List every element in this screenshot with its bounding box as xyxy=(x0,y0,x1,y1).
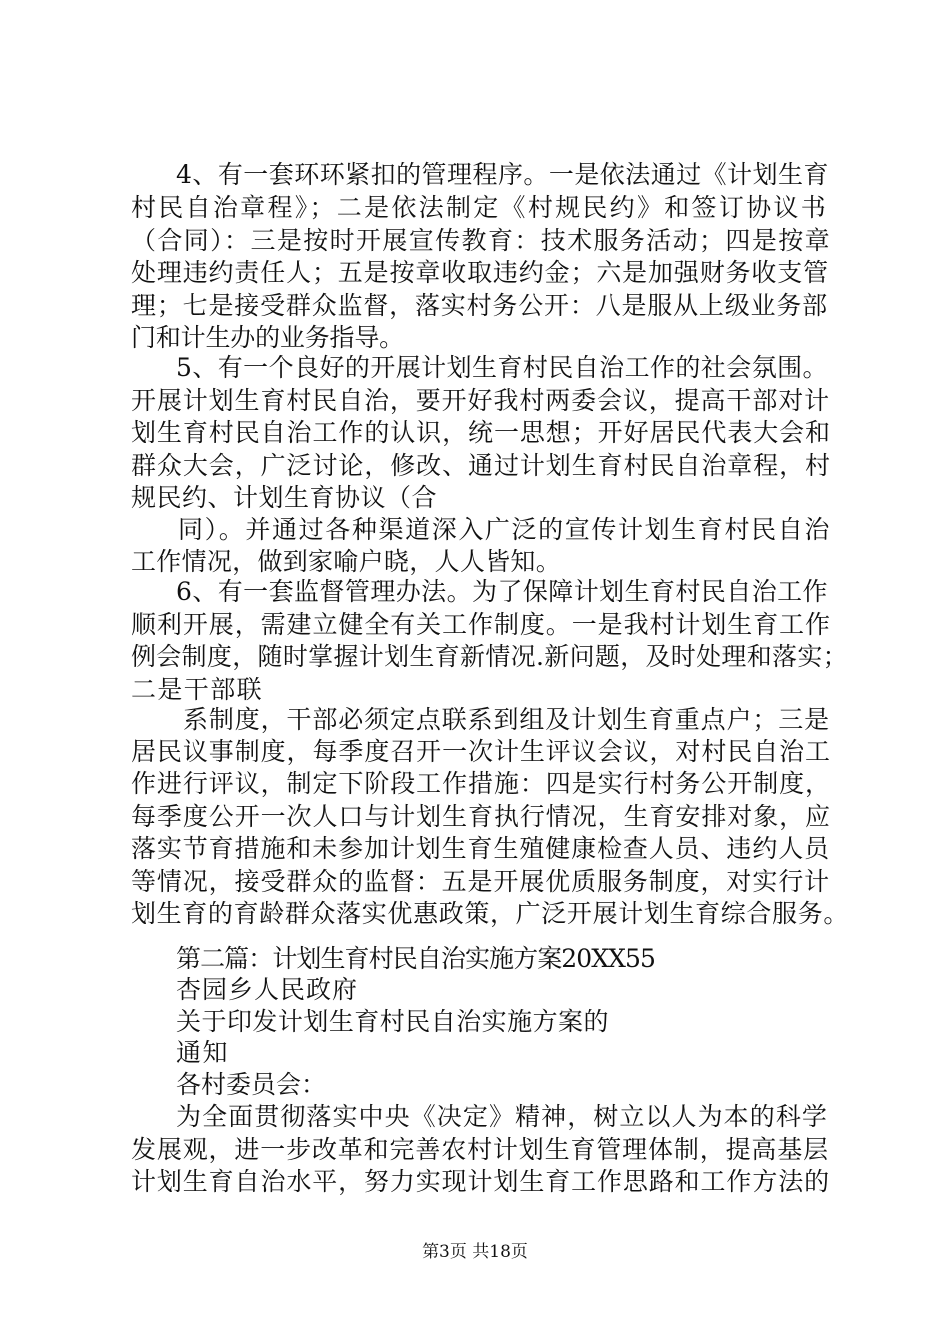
text-line: 每季度公开一次人口与计划生育执行情况，生育安排对象，应 xyxy=(131,802,831,831)
text-line: 通知 xyxy=(176,1038,229,1067)
text-line: 划生育的育龄群众落实优惠政策，广泛开展计划生育综合服务。 xyxy=(131,899,849,928)
text-line: 第二篇：计划生育村民自治实施方案20XX55 xyxy=(176,944,655,973)
text-line: 理；七是接受群众监督，落实村务公开：八是服从上级业务部 xyxy=(131,291,828,320)
text-line: 4、有一套环环紧扣的管理程序。一是依法通过《计划生育 xyxy=(176,160,829,189)
text-line: 顺利开展，需建立健全有关工作制度。一是我村计划生育工作 xyxy=(131,610,831,639)
text-line: 计划生育自治水平，努力实现计划生育工作思路和工作方法的 xyxy=(131,1167,830,1196)
text-line: 门和计生办的业务指导。 xyxy=(131,323,404,352)
text-line: 各村委员会： xyxy=(176,1070,326,1099)
text-line: 开展计划生育村民自治，要开好我村两委会议，提高干部对计 xyxy=(131,386,830,415)
text-line: 关于印发计划生育村民自治实施方案的 xyxy=(176,1007,609,1036)
text-line: 居民议事制度，每季度召开一次计生评议会议，对村民自治工 xyxy=(131,737,831,766)
page-footer: 第3页 共18页 xyxy=(422,1242,528,1262)
text-line: 为全面贯彻落实中央《决定》精神，树立以人为本的科学 xyxy=(176,1102,828,1131)
text-line: 系制度，干部必须定点联系到组及计划生育重点户；三是 xyxy=(183,705,830,734)
text-line: 处理违约责任人；五是按章收取违约金；六是加强财务收支管 xyxy=(131,258,829,287)
text-line: 6、有一套监督管理办法。为了保障计划生育村民自治工作 xyxy=(176,577,828,606)
text-line: 规民约、计划生育协议（合 xyxy=(131,483,437,512)
text-line: 等情况，接受群众的监督：五是开展优质服务制度，对实行计 xyxy=(131,867,830,896)
text-line: 工作情况，做到家喻户晓，人人皆知。 xyxy=(131,547,561,576)
text-line: 作进行评议，制定下阶段工作措施：四是实行村务公开制度， xyxy=(131,769,831,798)
text-line: 同）。并通过各种渠道深入广泛的宣传计划生育村民自治 xyxy=(178,515,831,544)
text-line: 发展观，进一步改革和完善农村计划生育管理体制，提高基层 xyxy=(131,1135,829,1164)
text-line: 例会制度，随时掌握计划生育新情况.新问题，及时处理和落实； xyxy=(131,642,848,671)
text-line: 5、有一个良好的开展计划生育村民自治工作的社会氛围。 xyxy=(176,353,828,382)
text-line: 落实节育措施和未参加计划生育生殖健康检查人员、违约人员 xyxy=(131,834,830,863)
text-line: 划生育村民自治工作的认识，统一思想；开好居民代表大会和 xyxy=(131,418,831,447)
text-line: 二是干部联 xyxy=(131,675,263,704)
text-line: （合同）：三是按时开展宣传教育：技术服务活动；四是按章 xyxy=(131,226,831,255)
text-line: 杏园乡人民政府 xyxy=(176,975,358,1004)
text-line: 村民自治章程》；二是依法制定《村规民约》和签订协议书 xyxy=(131,193,828,222)
text-line: 群众大会，广泛讨论，修改、通过计划生育村民自治章程，村 xyxy=(131,451,831,480)
